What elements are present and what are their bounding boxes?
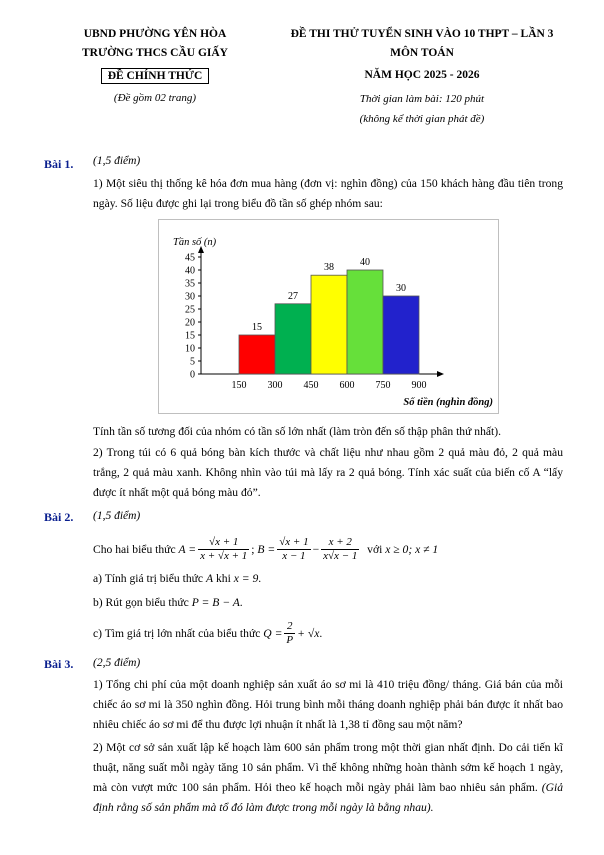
y-tick-label: 5 xyxy=(190,356,195,368)
qb-expr: P = B − A xyxy=(191,596,240,609)
y-tick-label: 20 xyxy=(185,317,195,329)
bai3-points: (2,5 điểm) xyxy=(93,657,141,669)
bai1-question1: Tính tần số tương đối của nhóm có tần số lớn nhất (làm tròn đến số thập phân thứ nhất). xyxy=(93,425,501,438)
subject: MÔN TOÁN xyxy=(390,47,454,59)
qb-text: b) Rút gọn biểu thức xyxy=(93,596,189,609)
qc-fraction xyxy=(284,620,295,647)
exam-title: ĐỀ THI THỬ TUYỂN SINH VÀO 10 THPT – LẦN 3 xyxy=(290,28,554,40)
bai3-part2 xyxy=(93,738,563,818)
y-tick-label: 45 xyxy=(185,252,195,264)
y-tick-label: 0 xyxy=(190,369,195,381)
x-tick-label: 600 xyxy=(339,380,355,391)
bai2-expressions xyxy=(93,530,438,568)
bai3-label: Bài 3. xyxy=(44,657,74,671)
expr-a-fraction xyxy=(198,536,249,563)
bai1-heading xyxy=(44,155,73,173)
exam-time: Thời gian làm bài: 120 phút xyxy=(359,93,485,105)
x-tick-label: 450 xyxy=(303,380,319,391)
x-axis-title: Số tiền (nghìn đồng) xyxy=(403,397,493,408)
expr-b-fraction-1 xyxy=(277,536,310,563)
qc-text: c) Tìm giá trị lớn nhất của biểu thức xyxy=(93,626,261,640)
bar-value-label: 15 xyxy=(252,322,262,333)
bai3-part2-text: 2) Một cơ sở sản xuất lập kế hoạch làm 600 sản phẩm trong một thời gian nhất định. Do cải tiến kĩ thuật, năng suất mỗi ngày tăng 10 sản phẩm. Vì thế không những hoàn thành sớm kế hoạch 1 ngày, mà còn vượt mức 100 sản phẩm. Hỏi theo kế hoạch mỗi ngày phải làm bao nhiêu sản phẩm. xyxy=(93,741,563,794)
condition-word: với xyxy=(367,542,383,556)
bar-value-label: 27 xyxy=(288,290,298,302)
qc-numerator: 2 xyxy=(284,620,295,634)
school-name: TRƯỜNG THCS CẦU GIẤY xyxy=(81,47,228,59)
y-tick-label: 25 xyxy=(185,304,195,316)
histogram-bar xyxy=(311,275,347,374)
expr-separator: ; xyxy=(251,542,255,556)
qc-tail: + √x xyxy=(297,626,320,640)
bai1-points: (1,5 điểm) xyxy=(93,155,141,167)
y-tick-label: 10 xyxy=(185,343,195,355)
qc-denominator: P xyxy=(286,633,294,646)
qc-lhs: Q = xyxy=(263,626,283,640)
bai2-question-a: a) Tính giá trị biểu thức A khi x = 9. xyxy=(93,572,262,585)
bai3-part2-note: (Giả định rằng số sản phẩm mà tổ đó làm được trong mỗi ngày là bằng nhau). xyxy=(93,781,563,814)
histogram-bar xyxy=(275,304,311,374)
bar-value-label: 30 xyxy=(396,283,406,294)
bai2-question-c: c) Tìm giá trị lớn nhất của biểu thức Q = $\frac{2}{P}$ + √x . xyxy=(93,619,323,646)
expr-b-fraction-2 xyxy=(321,536,359,563)
x-tick-label: 750 xyxy=(375,380,391,391)
exam-time-note: (không kể thời gian phát đề) xyxy=(359,113,485,125)
official-label: ĐỀ CHÍNH THỨC xyxy=(101,68,210,84)
condition: x ≥ 0; x ≠ 1 xyxy=(385,542,439,556)
qa-var: A xyxy=(205,572,214,585)
bai1-part2: 2) Trong túi có 6 quả bóng bàn kích thước và chất liệu như nhau gồm 2 quả màu đỏ, 2 quả màu trắng, 2 quả màu xanh. Không nhìn vào túi mà lấy ra 2 quả bóng. Tính xác suất của biến cố A “lấy được ít nhất một quả bóng màu đỏ”. xyxy=(93,446,563,499)
bai2-label: Bài 2. xyxy=(44,510,74,524)
histogram-bar xyxy=(383,296,419,374)
expr-b-numerator-1: √x + 1 xyxy=(279,535,309,548)
y-tick-label: 30 xyxy=(185,291,195,303)
qa-text: a) Tính giá trị biểu thức xyxy=(93,572,204,585)
expr-b-minus: − xyxy=(312,542,320,556)
bar-value-label: 40 xyxy=(360,257,370,268)
expr-a-numerator: √x + 1 xyxy=(198,536,249,550)
histogram-bar xyxy=(239,335,275,374)
qa-expr: x = 9 xyxy=(233,572,259,585)
qa-when: khi xyxy=(215,572,231,585)
y-tick-label: 40 xyxy=(185,265,195,277)
school-year: NĂM HỌC 2025 - 2026 xyxy=(364,69,480,81)
y-axis-title: Tần số (n) xyxy=(173,237,217,248)
bai1-label: Bài 1. xyxy=(44,157,74,171)
y-tick-label: 35 xyxy=(185,278,195,290)
expr-b-lhs: B = xyxy=(257,542,276,556)
expr-a-denominator: x + √x + 1 xyxy=(200,549,248,562)
x-tick-label: 300 xyxy=(267,380,283,391)
official-stamp-wrap xyxy=(60,66,250,84)
bar-value-label: 38 xyxy=(324,262,334,274)
expr-a-lhs: A = xyxy=(178,542,197,556)
bai3-part1: 1) Tổng chi phí của một doanh nghiệp sản xuất áo sơ mi là 410 triệu đồng/ tháng. Giá bán của mỗi chiếc áo sơ mi là 350 nghìn đồng. Hỏi trung bình mỗi tháng doanh nghiệp phải bán được ít nhất bao nhiêu chiếc áo sơ mi để thu được lợi nhuận ít nhất là 1,38 tỉ đồng sau một năm? xyxy=(93,678,563,731)
district-name: UBND PHƯỜNG YÊN HÒA xyxy=(83,28,227,40)
x-tick-label: 900 xyxy=(411,380,427,391)
x-tick-label: 150 xyxy=(231,380,247,391)
bai1-part1: 1) Một siêu thị thống kê hóa đơn mua hàng (đơn vị: nghìn đồng) của 150 khách hàng đầu tiên trong ngày. Số liệu được ghi lại trong biểu đồ tần số ghép nhóm sau: xyxy=(93,177,563,210)
histogram-svg xyxy=(159,220,498,413)
expr-b-denominator-2: x√x − 1 xyxy=(323,549,358,562)
histogram-bar xyxy=(347,270,383,374)
bai2-intro: Cho hai biểu thức xyxy=(93,542,176,556)
pages-note: (Đề gồm 02 trang) xyxy=(113,92,197,104)
expr-b-denominator-1: x − 1 xyxy=(282,549,306,562)
histogram-chart xyxy=(158,219,499,414)
bai2-points: (1,5 điểm) xyxy=(93,510,141,522)
y-tick-label: 15 xyxy=(185,330,195,342)
bai2-question-b: b) Rút gọn biểu thức P = B − A. xyxy=(93,596,243,609)
expr-b-numerator-2: x + 2 xyxy=(321,536,359,550)
x-axis-arrow xyxy=(437,371,444,377)
